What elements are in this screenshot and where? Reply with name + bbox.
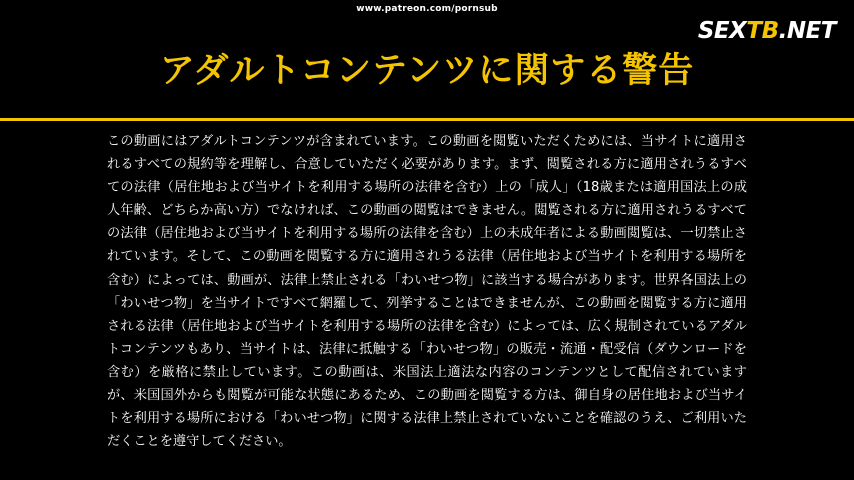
page-title: アダルトコンテンツに関する警告 xyxy=(159,51,695,91)
watermark-text: www.patreon.com/pornsub xyxy=(356,4,498,14)
site-logo xyxy=(698,18,836,44)
title-divider xyxy=(0,118,854,121)
warning-paragraph: この動画にはアダルトコンテンツが含まれています。この動画を閲覧いただくためには、当サイトに適用されるすべての規約等を理解し、合意していただく必要があります。まず、閲覧される方に適用されうるすべての法律（居住地および当サイトを利用する場所の法律を含む）上の「成人」（18歳または適用国法上の成人年齢、どちらか高い方）でなければ、この動画の閲覧はできません。閲覧される方に適用されうるすべての法律（居住地および当サイトを利用する場所の法律を含む）上の未成年者による動画閲覧は、一切禁止されています。そして、この動画を閲覧する方に適用されうる法律（居住地および当サイトを利用する場所を含む）によっては、動画が、法律上禁止される「わいせつ物」に該当する場合があります。世界各国法上の「わいせつ物」を当サイトですべて網羅して、列挙することはできませんが、この動画を閲覧する方に適用される法律（居住地および当サイトを利用する場所の法律を含む）によっては、広く規制されているアダルトコンテンツもあり、当サイトは、法律に抵触する「わいせつ物」の販売・流通・配受信（ダウンロードを含む）を厳格に禁止しています。この動画は、米国法上適法な内容のコンテンツとして配信されていますが、米国国外からも閲覧が可能な状態にあるため、この動画を閲覧する方は、御自身の居住地および当サイトを利用する場所における「わいせつ物」に関する法律上禁止されていないことを確認のうえ、ご利用いただくことを遵守してください。 xyxy=(107,134,747,450)
watermark-bar xyxy=(0,0,854,18)
page-title-wrap xyxy=(0,50,854,92)
logo-part-net: .NET xyxy=(778,18,836,44)
logo-part-sex: SEX xyxy=(697,18,747,44)
warning-body xyxy=(107,130,747,453)
logo-part-tb: TB xyxy=(746,18,779,44)
